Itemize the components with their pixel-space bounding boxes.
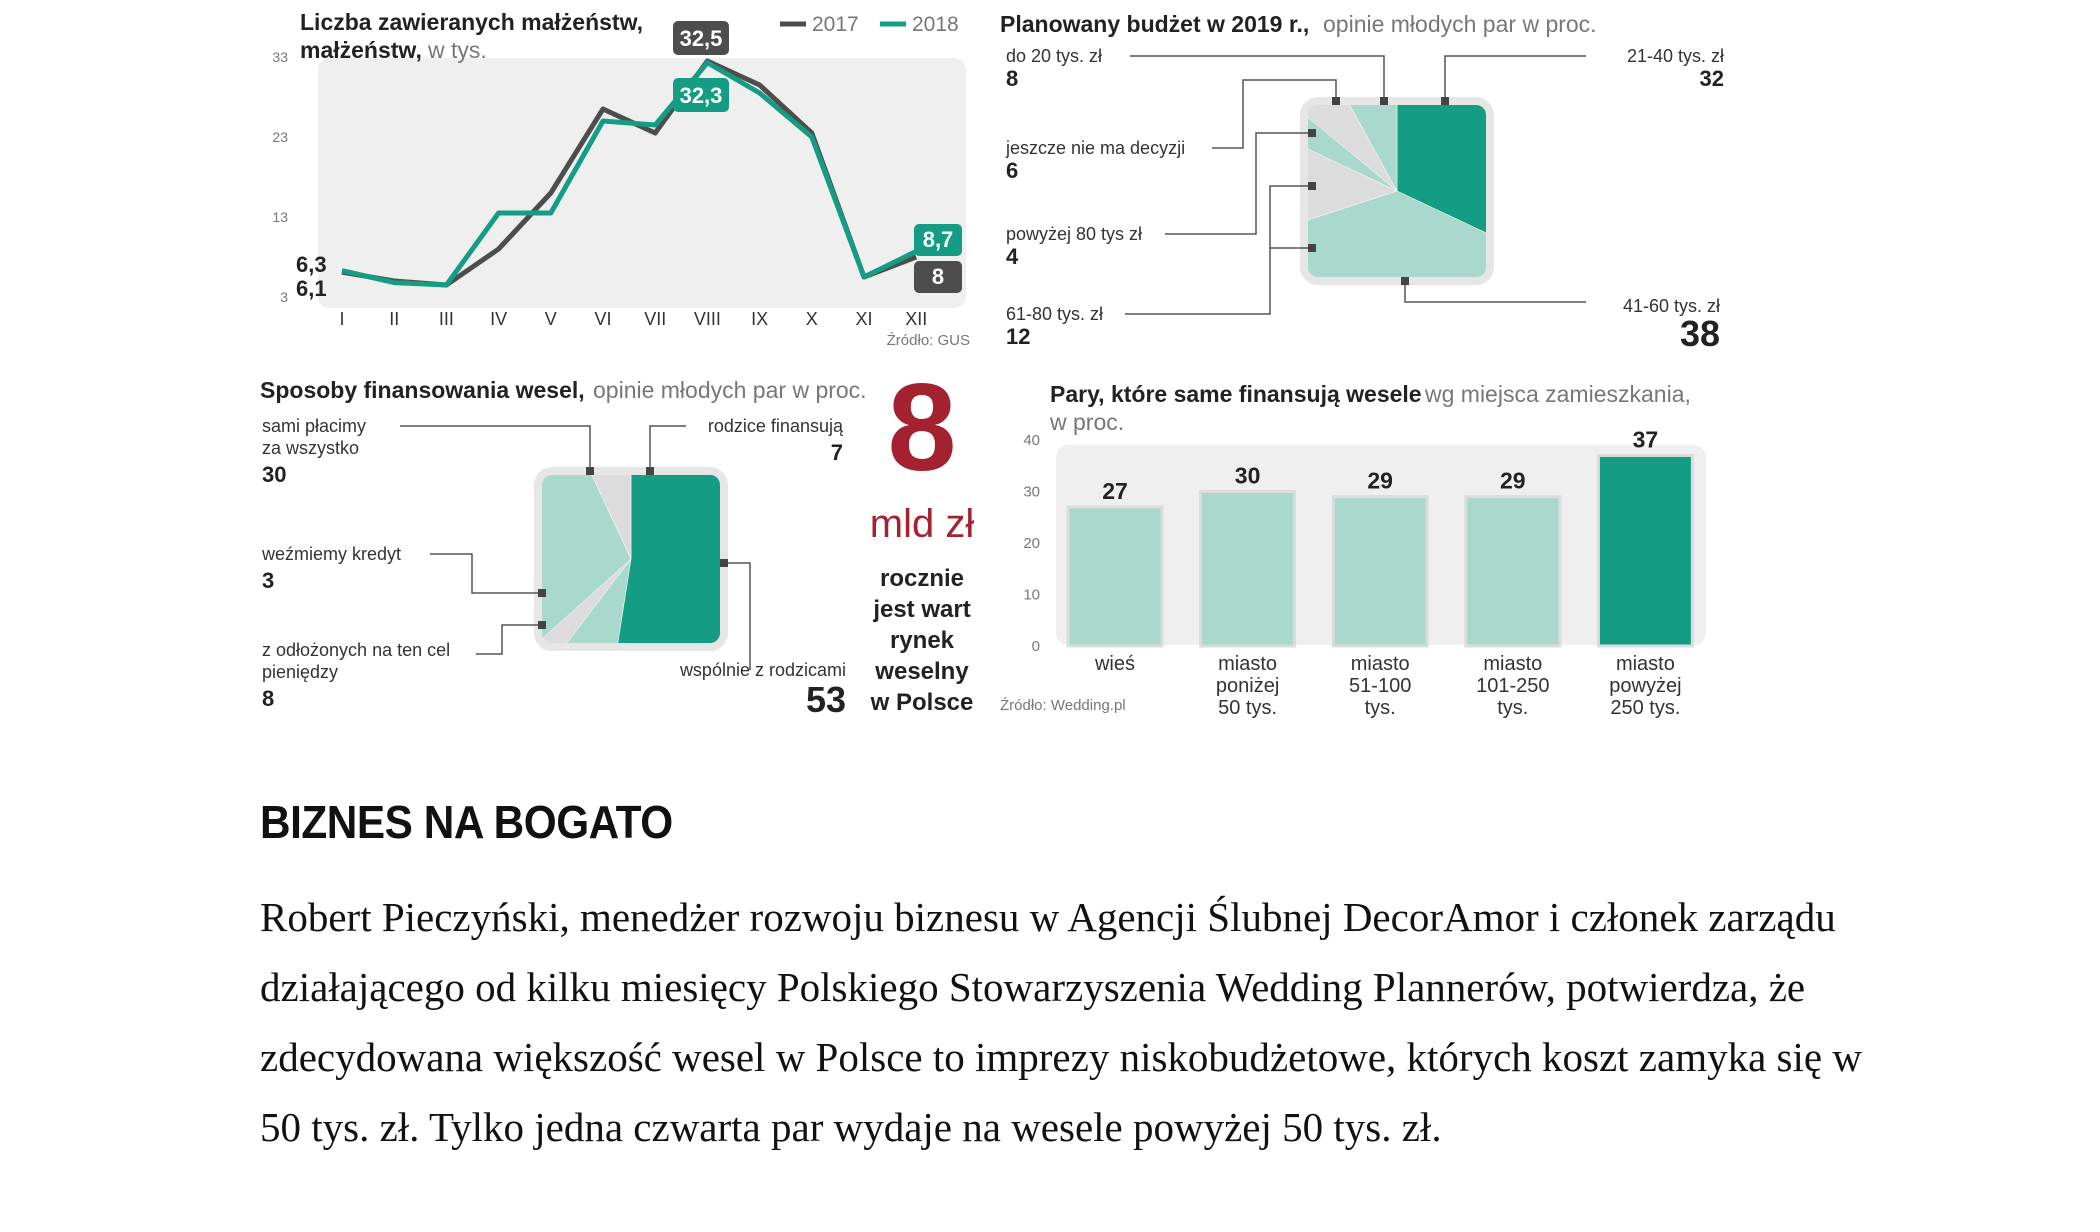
bar-value-label: 30 [1234,462,1261,489]
bar [1201,492,1295,647]
bar-y-tick: 0 [1031,638,1040,655]
leader-dot [538,589,546,597]
line-label-peak-2018: 32,3 [679,83,723,108]
bar-chart-title: Pary, które same finansują wesele [1050,381,1422,407]
line-label-end-2018: 8,7 [922,227,954,252]
leader-line [430,554,542,593]
marriages-line-chart [272,9,970,349]
bar-category-label: miasto [1483,653,1543,675]
bar-value-label: 29 [1500,467,1526,494]
leader-dot [1332,97,1340,105]
budget-pie-subtitle: opinie młodych par w proc. [1323,11,1597,37]
finance-self-value: 30 [262,462,287,487]
bar-chart-source: Źródło: Wedding.pl [1000,697,1126,714]
bar-chart-subtitle-1: wg miejsca zamieszkania, [1425,381,1691,407]
line-x-tick: III [438,309,454,329]
budget-41-60-label: 41-60 tys. zł [1622,296,1720,316]
budget-61-80-value: 12 [1006,324,1031,349]
callout-caption-line: rynek [889,627,955,654]
finance-savings-value: 8 [262,686,275,711]
line-label-start-2018: 6,3 [296,252,327,277]
bar [1598,455,1692,646]
budget-pie-title: Planowany budżet w 2019 r., [1000,11,1310,37]
leader-line [476,625,542,654]
leader-line [1445,56,1586,101]
line-label-end-2017: 8 [931,264,945,289]
line-x-tick: VIII [693,309,721,329]
bar-category-label: tys. [1497,697,1529,719]
leader-line [1130,56,1384,101]
leader-dot [1308,182,1316,190]
article-heading: BIZNES NA BOGATO [260,796,673,848]
bar-category-label: powyżej [1609,675,1682,697]
leader-dot [1308,244,1316,252]
finance-self-label: za wszystko [262,438,360,458]
bar-category-label: miasto [1350,653,1410,675]
pie-slice [1207,191,1578,391]
leader-line [650,426,686,471]
leader-dot [586,467,594,475]
finance-savings-label: pieniędzy [262,662,339,682]
leader-line [400,426,590,471]
bar-value-label: 29 [1367,467,1393,494]
leader-dot [1308,129,1316,137]
bar-category-label: 51-100 [1349,675,1412,697]
budget-21-40-label: 21-40 tys. zł [1626,46,1724,66]
article-body: Robert Pieczyński, menedżer rozwoju biznesu w Agencji Ślubnej DecorAmor i członek zarządu działającego od kilku miesięcy Polskiego Stowarzyszenia Wedding Plannerów, potwierdza, że zdecydowana większość wesel w Polsce to imprezy niskobudżetowe, których koszt zamyka się w 50 tys. zł. Tylko jedna czwarta par wydaje na wesele powyżej 50 tys. zł. [260,894,1862,1150]
bar-y-tick: 40 [1023,432,1040,449]
line-label-peak-2017: 32,5 [679,26,723,51]
legend-label-2018: 2018 [912,13,959,36]
line-x-tick: IX [751,309,769,329]
finance-parents-value: 7 [830,440,843,465]
budget-nodecision-value: 6 [1006,158,1019,183]
finance-with-parents-value: 53 [805,679,846,720]
bar-category-label: 50 tys. [1218,697,1278,719]
callout-caption-line: rocznie [879,565,965,592]
bar-chart-category-labels [1094,653,1682,719]
callout-caption-line: jest wart [873,596,971,623]
legend-label-2017: 2017 [812,13,859,36]
budget-nodecision-label: jeszcze nie ma decyzji [1006,138,1186,158]
line-chart-title: Liczba zawieranych małżeństw, [300,9,643,35]
budget-do20-label: do 20 tys. zł [1006,46,1103,66]
market-value-callout [870,359,975,716]
budget-above80-value: 4 [1006,244,1019,269]
finance-parents-label: rodzice finansują [707,416,843,436]
line-chart-legend [780,13,959,36]
finance-loan-label: weźmiemy kredyt [262,544,402,564]
line-chart-plot-area [318,58,966,308]
bar-value-label: 27 [1102,477,1128,504]
bar-category-label: miasto [1615,653,1675,675]
line-x-tick: VI [594,309,612,329]
bar [1068,507,1162,646]
bar-category-label: tys. [1364,697,1396,719]
financing-pie-chart [260,359,867,740]
line-x-tick: VII [644,309,667,329]
leader-dot [1380,97,1388,105]
line-y-tick: 33 [272,49,288,65]
budget-pie-slices [1197,0,1597,391]
budget-61-80-label: 61-80 tys. zł [1006,304,1104,324]
leader-dot [1401,277,1409,285]
line-y-tick: 23 [272,129,288,145]
bar-chart-subtitle-2: w proc. [1050,409,1125,435]
budget-21-40-value: 32 [1699,66,1724,91]
line-chart-title-line2: małżeństw, [300,37,422,63]
bar-y-tick: 30 [1023,483,1040,501]
line-x-tick: V [544,309,557,329]
bar-category-label: poniżej [1215,675,1280,697]
callout-caption-line: w Polsce [870,689,974,716]
line-chart-y-ticks [272,49,288,305]
bar-category-label: miasto [1218,653,1278,675]
line-chart-unit: w tys. [428,37,487,63]
finance-loan-value: 3 [262,568,275,593]
line-chart-x-ticks [339,309,927,329]
bar-y-tick: 20 [1023,535,1040,552]
line-x-tick: I [339,309,345,329]
line-x-tick: XII [905,309,928,329]
line-x-tick: IV [490,309,508,329]
finance-with-parents-label: wspólnie z rodzicami [679,660,846,680]
line-y-tick: 13 [272,209,288,225]
leader-line [1125,186,1312,314]
finance-self-label: sami płacimy [262,416,367,436]
bar [1333,497,1427,646]
bar-y-tick: 10 [1023,586,1040,604]
budget-pie-chart [1000,0,1724,391]
budget-above80-label: powyżej 80 tys zł [1006,224,1143,244]
budget-do20-value: 8 [1006,66,1019,91]
bar-category-label: 101-250 [1476,675,1550,697]
bar [1466,497,1560,646]
leader-dot [538,621,546,629]
finance-pie-subtitle: opinie młodych par w proc. [593,377,867,403]
callout-big-number: 8 [887,359,957,497]
line-chart-source: Źródło: GUS [886,332,970,349]
leader-dot [646,467,654,475]
line-x-tick: II [389,309,400,329]
self-financing-bar-chart [1000,381,1706,719]
bar-category-label: 250 tys. [1610,697,1681,719]
budget-41-60-value: 38 [1679,313,1720,354]
line-x-tick: XI [855,309,873,329]
leader-dot [1441,97,1449,105]
callout-unit: mld zł [869,502,975,546]
bar-chart-y-ticks [1023,432,1040,655]
leader-dot [720,559,728,567]
callout-caption-line: weselny [875,658,969,685]
line-y-tick: 3 [280,289,288,305]
finance-pie-title: Sposoby finansowania wesel, [260,377,585,403]
callout-caption [870,565,974,716]
bar-category-label: wieś [1094,653,1136,675]
line-x-tick: X [805,309,818,329]
finance-savings-label: z odłożonych na ten cel [262,640,451,660]
bar-value-label: 37 [1632,426,1659,453]
line-label-start-2017: 6,1 [296,276,327,301]
